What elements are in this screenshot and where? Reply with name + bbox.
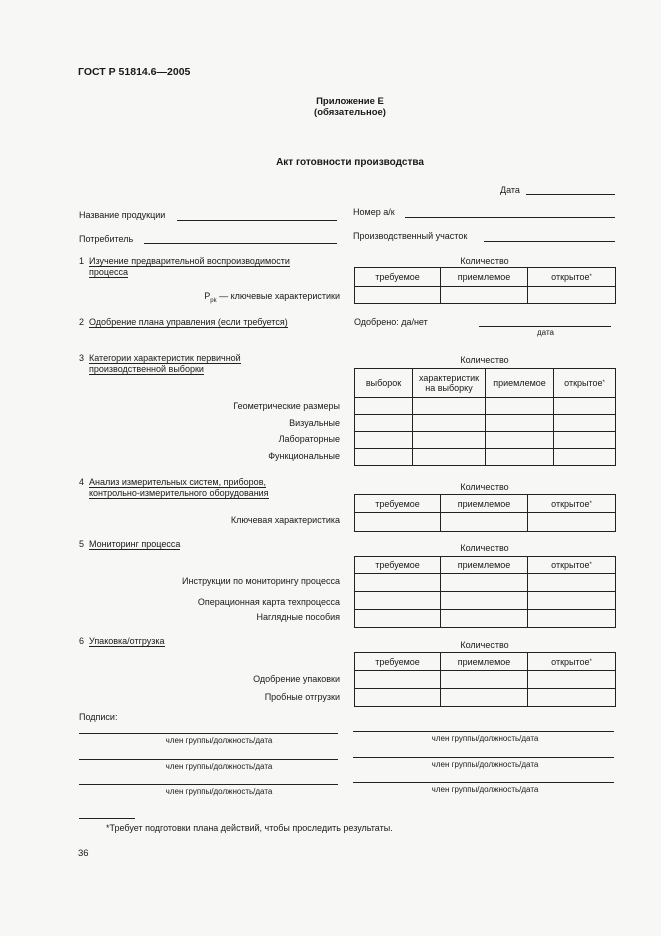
section-1-quantity-caption: Количество (460, 256, 509, 266)
section-3-title-line2: производственной выборки (89, 364, 204, 374)
cell[interactable] (528, 574, 616, 592)
col-acceptable: приемлемое (441, 557, 528, 574)
approval-date-caption: дата (537, 328, 554, 337)
page-title: Акт готовности производства (276, 157, 424, 168)
section-1-number: 1 (79, 256, 85, 266)
section-4-number: 4 (79, 477, 85, 487)
col-open: открытое* (528, 268, 616, 287)
col-characteristics: характеристик на выборку (413, 369, 486, 398)
cell[interactable] (528, 287, 616, 304)
section-3-title-line1: Категории характеристик первичной (89, 353, 241, 363)
signature-line[interactable] (79, 759, 338, 760)
cell[interactable] (355, 592, 441, 610)
cell[interactable] (528, 671, 616, 689)
cell[interactable] (486, 398, 554, 415)
cell[interactable] (441, 689, 528, 707)
section-6-row: Одобрение упаковки (253, 674, 340, 684)
col-open: открытое* (528, 557, 616, 574)
section-1-title-line2: процесса (89, 267, 128, 277)
cell[interactable] (413, 415, 486, 432)
col-required: требуемое (355, 557, 441, 574)
col-open: открытое* (528, 653, 616, 671)
cell[interactable] (554, 449, 616, 466)
col-required: требуемое (355, 495, 441, 513)
cell[interactable] (486, 449, 554, 466)
col-required: требуемое (355, 653, 441, 671)
cell[interactable] (355, 398, 413, 415)
cell[interactable] (355, 574, 441, 592)
part-number-label: Номер а/к (353, 207, 395, 217)
section-4-title-line2: контрольно-измерительного оборудования (89, 488, 269, 498)
section-5-row: Инструкции по мониторингу процесса (182, 576, 340, 586)
signatures-label: Подписи: (79, 712, 118, 722)
col-acceptable: приемлемое (441, 495, 528, 513)
cell[interactable] (413, 432, 486, 449)
section-6-title: Упаковка/отгрузка (89, 636, 165, 646)
standard-header: ГОСТ Р 51814.6—2005 (78, 66, 191, 78)
cell[interactable] (554, 398, 616, 415)
signature-line[interactable] (353, 731, 614, 732)
footnote: *Требует подготовки плана действий, чтобы проследить результаты. (106, 823, 393, 833)
cell[interactable] (355, 415, 413, 432)
section-5-row: Операционная карта техпроцесса (197, 597, 340, 607)
cell[interactable] (355, 689, 441, 707)
signature-line[interactable] (79, 784, 338, 785)
page-number: 36 (78, 848, 89, 859)
cell[interactable] (441, 287, 528, 304)
appendix-title: Приложение Е (316, 96, 384, 107)
section-5-title: Мониторинг процесса (89, 539, 181, 549)
production-site-line[interactable] (484, 241, 615, 242)
col-acceptable: приемлемое (441, 268, 528, 287)
cell[interactable] (441, 574, 528, 592)
section-6-table (354, 652, 616, 707)
cell[interactable] (355, 513, 441, 532)
cell[interactable] (413, 398, 486, 415)
consumer-label: Потребитель (79, 234, 134, 244)
section-1-row-ppk: $P_{pk}$ — ключевые характеристики (204, 291, 340, 304)
cell[interactable] (355, 287, 441, 304)
cell[interactable] (355, 671, 441, 689)
cell[interactable] (441, 671, 528, 689)
signature-line[interactable] (79, 733, 338, 734)
signature-caption: член группы/должность/дата (431, 760, 539, 769)
cell[interactable] (554, 415, 616, 432)
col-open: открытое* (528, 495, 616, 513)
section-6-number: 6 (79, 636, 85, 646)
signature-line[interactable] (353, 782, 614, 783)
cell[interactable] (441, 592, 528, 610)
cell[interactable] (528, 610, 616, 628)
approved-label: Одобрено: да/нет (354, 317, 428, 327)
cell[interactable] (528, 592, 616, 610)
section-5-row: Наглядные пособия (256, 612, 340, 622)
section-1-table (354, 267, 616, 304)
cell[interactable] (486, 415, 554, 432)
signature-caption: член группы/должность/дата (431, 785, 539, 794)
section-3-row: Визуальные (289, 418, 340, 428)
col-acceptable: приемлемое (486, 369, 554, 398)
cell[interactable] (528, 513, 616, 532)
signature-line[interactable] (353, 757, 614, 758)
section-5-number: 5 (79, 539, 85, 549)
section-3-number: 3 (79, 353, 85, 363)
signature-caption: член группы/должность/дата (431, 734, 539, 743)
section-4-title-line1: Анализ измерительных систем, приборов, (89, 477, 266, 487)
signature-caption: член группы/должность/дата (165, 762, 273, 771)
production-site-label: Производственный участок (353, 231, 468, 241)
cell[interactable] (528, 689, 616, 707)
section-4-row: Ключевая характеристика (230, 515, 340, 525)
section-3-row: Функциональные (268, 451, 340, 461)
section-6-quantity-caption: Количество (460, 640, 509, 650)
section-2-number: 2 (79, 317, 85, 327)
cell[interactable] (441, 610, 528, 628)
col-samples: выборок (355, 369, 413, 398)
date-label: Дата (500, 185, 520, 195)
appendix-subtitle: (обязательное) (314, 107, 386, 118)
cell[interactable] (355, 610, 441, 628)
col-acceptable: приемлемое (441, 653, 528, 671)
footnote-divider (79, 818, 135, 819)
signature-caption: член группы/должность/дата (165, 787, 273, 796)
approval-date-line[interactable] (479, 326, 611, 327)
section-3-row: Геометрические размеры (233, 401, 340, 411)
signature-caption: член группы/должность/дата (165, 736, 273, 745)
section-5-table (354, 556, 616, 628)
section-3-quantity-caption: Количество (460, 355, 509, 365)
section-4-table (354, 494, 616, 532)
section-3-row: Лабораторные (278, 434, 340, 444)
section-5-quantity-caption: Количество (460, 543, 509, 553)
cell[interactable] (355, 432, 413, 449)
section-4-quantity-caption: Количество (460, 482, 509, 492)
product-name-label: Название продукции (79, 210, 166, 220)
cell[interactable] (355, 449, 413, 466)
cell[interactable] (486, 432, 554, 449)
section-1-title-line1: Изучение предварительной воспроизводимости (89, 256, 290, 266)
col-required: требуемое (355, 268, 441, 287)
cell[interactable] (441, 513, 528, 532)
section-3-table (354, 368, 616, 466)
product-name-line[interactable] (177, 220, 337, 221)
cell[interactable] (554, 432, 616, 449)
section-2-title: Одобрение плана управления (если требуется) (89, 317, 288, 327)
part-number-line[interactable] (405, 217, 615, 218)
consumer-line[interactable] (144, 243, 337, 244)
section-6-row: Пробные отгрузки (264, 692, 340, 702)
col-open: открытое* (554, 369, 616, 398)
cell[interactable] (413, 449, 486, 466)
date-line[interactable] (526, 194, 615, 195)
